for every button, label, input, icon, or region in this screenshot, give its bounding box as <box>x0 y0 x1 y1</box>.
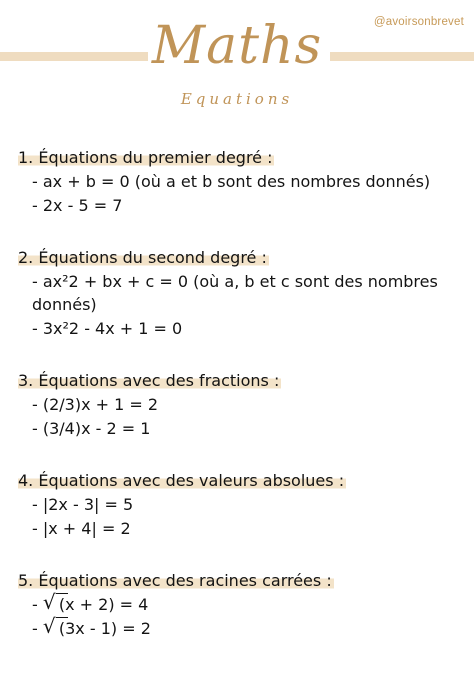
square-root <box>42 614 151 640</box>
list-item: - (3/4)x - 2 = 1 <box>32 419 151 438</box>
page-title: Maths <box>151 16 323 76</box>
list-item: - ax + b = 0 (où a et b sont des nombres donnés) <box>32 172 431 191</box>
section-5 <box>18 569 458 640</box>
item-prefix: - <box>32 595 43 614</box>
list-item: - |2x - 3| = 5 <box>32 495 134 514</box>
section-3 <box>18 369 458 440</box>
heading-text: 1. Équations du premier degré : <box>18 148 273 167</box>
sqrt-icon: √ <box>42 590 56 614</box>
handle: @avoirsonbrevet <box>373 16 464 28</box>
square-root <box>42 590 149 616</box>
section-heading <box>18 569 458 592</box>
sqrt-bar <box>56 593 68 594</box>
section-heading <box>18 369 458 392</box>
section-2 <box>18 246 458 340</box>
section-heading <box>18 469 458 492</box>
heading-text: 2. Équations du second degré : <box>18 248 267 267</box>
heading-text: 4. Équations avec des valeurs absolues : <box>18 471 345 490</box>
section-1 <box>18 146 458 217</box>
list-item: - |x + 4| = 2 <box>32 519 131 538</box>
section-heading <box>18 146 458 169</box>
list-item <box>32 590 458 616</box>
page-subtitle: Equations <box>180 90 294 108</box>
sqrt-bar <box>56 617 68 618</box>
list-item: - (2/3)x + 1 = 2 <box>32 395 159 414</box>
section-heading <box>18 246 458 269</box>
heading-text: 3. Équations avec des fractions : <box>18 371 280 390</box>
radicand: (3x - 1) = 2 <box>58 619 151 638</box>
sqrt-icon: √ <box>42 614 56 638</box>
radicand: (x + 2) = 4 <box>58 595 149 614</box>
item-prefix: - <box>32 619 43 638</box>
list-item: - 3x²2 - 4x + 1 = 0 <box>32 319 183 338</box>
content <box>18 146 458 669</box>
list-item <box>32 614 458 640</box>
section-4 <box>18 469 458 540</box>
list-item: - 2x - 5 = 7 <box>32 196 123 215</box>
heading-text: 5. Équations avec des racines carrées : <box>18 571 332 590</box>
list-item: - ax²2 + bx + c = 0 (où a, b et c sont des nombres donnés) <box>32 272 438 314</box>
